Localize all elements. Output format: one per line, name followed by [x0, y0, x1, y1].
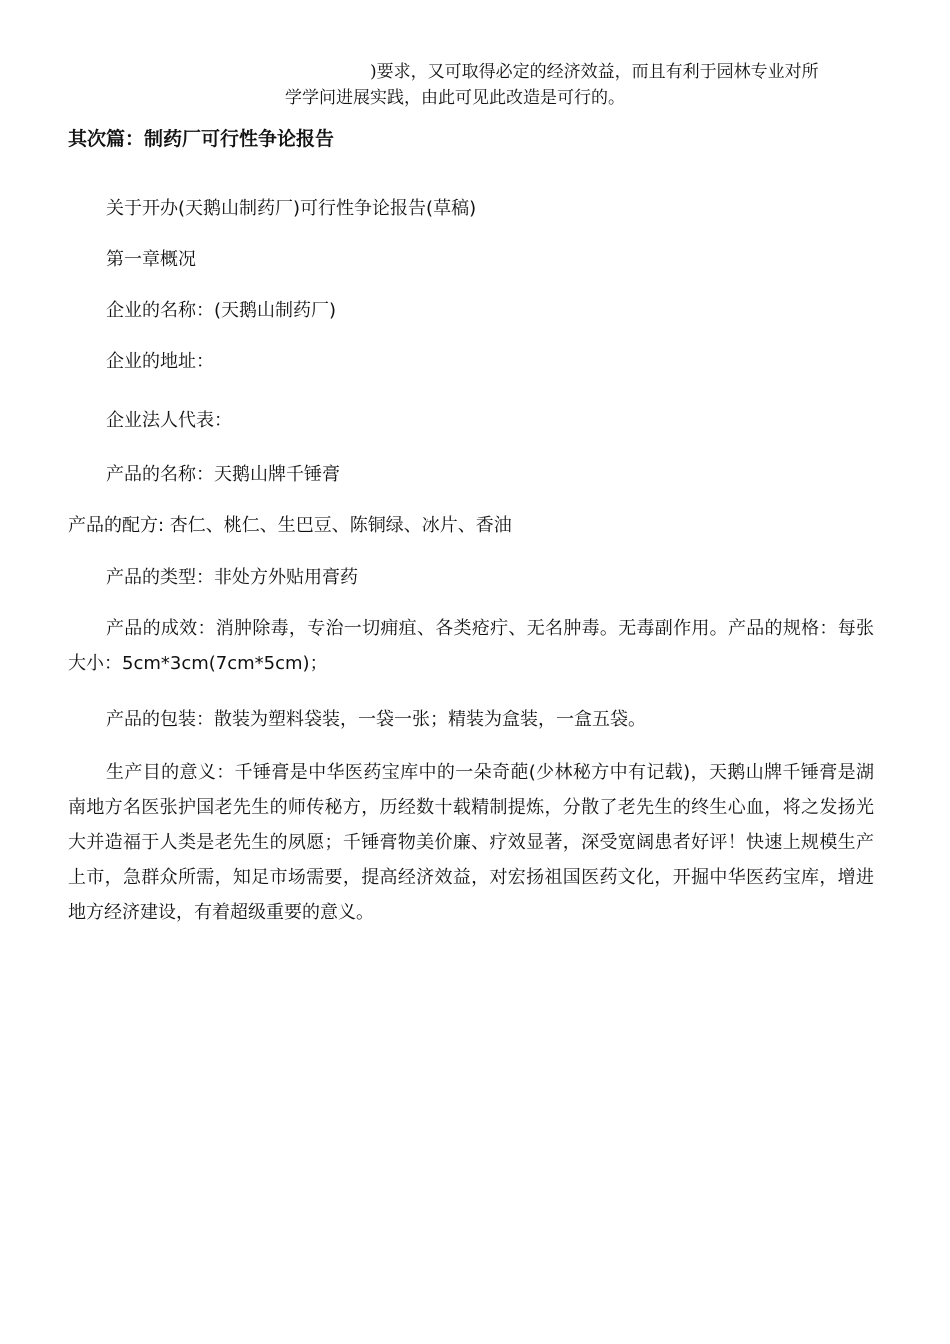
company-address-line: 企业的地址： — [106, 351, 214, 372]
section-heading: 其次篇：制药厂可行性争论报告 — [68, 128, 335, 150]
carryover-text-line-2: 学学问进展实践，由此可见此改造是可行的。 — [285, 88, 625, 108]
chapter-title: 第一章概况 — [106, 249, 196, 270]
product-formula-line: 产品的配方: 杏仁、桃仁、生巴豆、陈铜绿、冰片、香油 — [68, 515, 512, 536]
production-significance-paragraph: 生产目的意义：千锤膏是中华医药宝库中的一朵奇葩(少林秘方中有记载)，天鹅山牌千锤膏是湖南地方名医张护国老先生的师传秘方，历经数十载精制提炼，分散了老先生的终生心血，将之发扬光大并造福于人类是老先生的夙愿；千锤膏物美价廉、疗效显著，深受宽阔患者好评！快速上规模生产上市，急群众所需，知足市场需要，提高经济效益，对宏扬祖国医药文化，开掘中华医药宝库，增进地方经济建设，有着超级重要的意义。 — [68, 762, 874, 923]
product-type-line: 产品的类型：非处方外贴用膏药 — [106, 567, 358, 588]
carryover-text-line-1: )要求，又可取得必定的经济效益，而且有利于园林专业对所 — [370, 62, 819, 82]
company-name-line: 企业的名称：(天鹅山制药厂) — [106, 300, 337, 321]
product-packaging-line: 产品的包装：散装为塑料袋装，一袋一张；精装为盒装，一盒五袋。 — [106, 709, 646, 730]
product-name-line: 产品的名称：天鹅山牌千锤膏 — [106, 464, 340, 485]
product-effect-paragraph: 产品的成效：消肿除毒，专治一切痈疽、各类疮疔、无名肿毒。无毒副作用。产品的规格：每张大小：5cm*3cm(7cm*5cm)； — [68, 618, 874, 674]
report-title: 关于开办(天鹅山制药厂)可行性争论报告(草稿) — [106, 198, 477, 219]
legal-representative-line: 企业法人代表： — [106, 410, 232, 431]
